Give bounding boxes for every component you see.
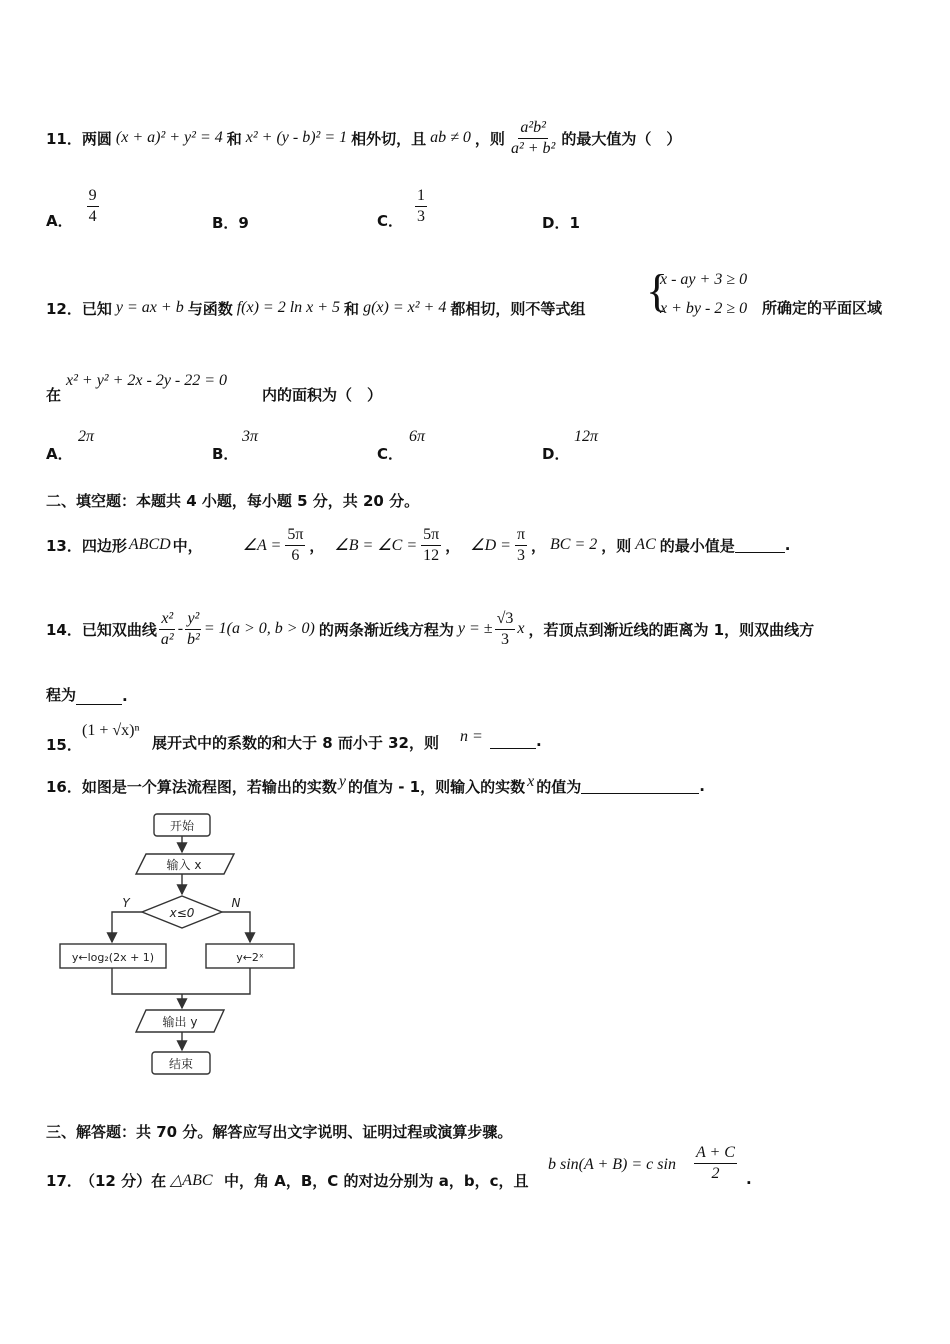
fraction-numerator: 5π	[421, 526, 441, 546]
question-text: ，若顶点到渐近线的距离为 1，则双曲线方	[528, 620, 815, 639]
option-a[interactable]	[46, 428, 206, 462]
option-d[interactable]: D．1	[542, 214, 580, 232]
option-c[interactable]	[377, 186, 427, 232]
option-d[interactable]	[542, 428, 702, 462]
fraction-denominator: b²	[187, 630, 200, 648]
fraction-numerator: a²b²	[518, 119, 548, 139]
option-label: C．	[377, 211, 404, 230]
input-label: 输入 x	[166, 858, 202, 872]
variable-y: y	[338, 773, 346, 790]
fraction-numerator: y²	[185, 610, 201, 630]
angle-b-c-value	[421, 526, 441, 565]
variable-n: n =	[460, 728, 483, 745]
question-11	[46, 108, 681, 168]
function-f: f(x) = 2 ln x + 5	[236, 299, 341, 316]
angle-d-value	[515, 526, 527, 565]
fraction-numerator: π	[515, 526, 527, 546]
question-text: （12 分）在	[80, 1172, 167, 1190]
question-number: 12．	[46, 299, 82, 318]
question-number: 13．	[46, 536, 82, 555]
period: .	[122, 687, 128, 705]
option-label: B．	[212, 445, 239, 463]
question-text: 内的面积为（ ）	[262, 386, 383, 404]
option-a[interactable]	[46, 186, 99, 232]
start-label: 开始	[169, 819, 195, 833]
question-number: 11．	[46, 129, 82, 148]
fraction-denominator: 6	[291, 546, 300, 564]
side-bc: BC = 2	[550, 536, 598, 553]
question-13	[46, 514, 790, 576]
question-text: 所确定的平面区域	[762, 299, 883, 317]
answer-blank[interactable]	[76, 690, 122, 705]
question-text: 和	[226, 129, 242, 148]
question-text: 的值为 - 1，则输入的实数	[348, 777, 526, 796]
option-b[interactable]: B．9	[212, 214, 249, 232]
hyperbola-term-x	[159, 610, 176, 649]
option-c[interactable]	[377, 428, 537, 462]
question-text: 的最小值是	[659, 536, 735, 555]
question-text: ，则	[601, 536, 632, 555]
binomial-expression: (1 + √x)ⁿ	[82, 722, 140, 739]
target-fraction	[509, 119, 557, 158]
question-text: 如图是一个算法流程图，若输出的实数	[81, 777, 337, 796]
option-fraction	[87, 187, 99, 226]
separator: ，	[309, 536, 325, 555]
separator: ，	[531, 536, 547, 555]
fraction-denominator: 3	[500, 630, 509, 648]
circle-equation-1: (x + a)² + y² = 4	[115, 129, 223, 146]
section-heading: 三、解答题：共 70 分。解答应写出文字说明、证明过程或演算步骤。	[46, 1123, 513, 1141]
question-text: 与函数	[187, 299, 233, 318]
option-label: C．	[377, 445, 404, 463]
quadrilateral-name: ABCD	[128, 536, 171, 553]
question-14-line-2	[46, 684, 128, 705]
variable-x: x	[527, 773, 535, 790]
fraction-denominator: 2	[711, 1165, 720, 1182]
option-value: 2π	[78, 428, 95, 445]
right-process-label: y←2ˣ	[236, 951, 264, 964]
end-label: 结束	[168, 1057, 194, 1071]
fraction-denominator: a²	[160, 630, 174, 648]
question-text: 展开式中的系数的和大于 8 而小于 32，则	[152, 734, 439, 752]
system-brace: {	[646, 265, 669, 316]
option-label: A．	[46, 211, 73, 230]
left-process-label: y←log₂(2x + 1)	[71, 951, 155, 964]
yes-label: Y	[122, 896, 130, 910]
period: .	[699, 777, 705, 795]
diagonal-ac: AC	[635, 536, 656, 553]
circle-equation: x² + y² + 2x - 2y - 22 = 0	[66, 372, 228, 389]
question-text: 两圆	[81, 129, 112, 148]
question-text: 都相切，则不等式组	[450, 299, 586, 318]
question-number: 15．	[46, 736, 82, 754]
question-text: 已知	[81, 299, 112, 318]
fraction-numerator: 1	[415, 187, 427, 207]
inequality-2: x + by - 2 ≥ 0	[660, 300, 748, 317]
fraction-denominator: 3	[516, 546, 525, 564]
question-12-line-1	[46, 294, 585, 322]
output-label: 输出 y	[162, 1015, 198, 1029]
fraction-denominator: 3	[417, 207, 426, 225]
question-text: 的值为	[536, 777, 582, 796]
fraction-denominator: 4	[88, 207, 97, 225]
option-fraction	[415, 187, 427, 226]
asymptote-equation: y = ±	[457, 620, 493, 637]
asymptote-slope	[495, 610, 516, 649]
option-label: D．	[542, 445, 570, 463]
fraction-numerator: 5π	[285, 526, 305, 546]
half-angle-fraction	[694, 1144, 737, 1183]
hyperbola-term-y	[185, 610, 202, 649]
function-g: g(x) = x² + 4	[363, 299, 447, 316]
fraction-denominator: a² + b²	[510, 139, 556, 157]
answer-blank[interactable]	[490, 734, 536, 749]
option-value: 3π	[242, 428, 259, 445]
angle-a: ∠A =	[242, 537, 282, 554]
question-text: 四边形	[81, 536, 127, 555]
line-equation: y = ax + b	[115, 299, 184, 316]
option-label: A．	[46, 445, 73, 463]
equation: b sin(A + B) = c sin	[548, 1156, 676, 1173]
hyperbola-condition: = 1(a > 0, b > 0)	[203, 620, 315, 637]
condition-label: x≤0	[169, 906, 195, 920]
variable-x: x	[517, 620, 525, 637]
section-heading: 二、填空题：本题共 4 小题，每小题 5 分，共 20 分。	[46, 492, 420, 510]
question-16	[46, 772, 705, 800]
option-value: 12π	[574, 428, 599, 445]
question-text: 在	[46, 386, 62, 404]
circle-equation-2: x² + (y - b)² = 1	[245, 129, 348, 146]
separator: ，	[445, 536, 461, 555]
question-text: 中，	[172, 536, 203, 555]
condition: ab ≠ 0	[430, 129, 471, 146]
fraction-numerator: √3	[495, 610, 516, 630]
question-14-line-1	[46, 598, 814, 660]
question-text: 的最大值为（ ）	[561, 129, 682, 148]
period: .	[784, 536, 791, 554]
fraction-numerator: 9	[87, 187, 99, 207]
question-number: 17．	[46, 1172, 82, 1190]
period: .	[746, 1170, 752, 1188]
question-text: ，则	[474, 129, 505, 148]
no-label: N	[231, 896, 241, 910]
fraction-denominator: 12	[423, 546, 440, 564]
question-text: 相外切，且	[351, 129, 427, 148]
period: .	[536, 732, 542, 750]
question-text: 和	[344, 299, 360, 318]
question-text: 的两条渐近线方程为	[318, 620, 454, 639]
question-text: 程为	[46, 686, 77, 704]
question-text: 已知双曲线	[81, 620, 157, 639]
fraction-numerator: x²	[159, 610, 175, 630]
angle-b-c: ∠B = ∠C =	[334, 537, 418, 554]
inequality-1: x - ay + 3 ≥ 0	[660, 271, 748, 288]
option-value: 6π	[409, 428, 426, 445]
question-number: 14．	[46, 620, 82, 639]
fraction-numerator: A + C	[694, 1144, 737, 1164]
angle-a-value	[285, 526, 305, 565]
answer-blank[interactable]	[735, 538, 785, 553]
angle-d: ∠D =	[470, 537, 511, 554]
answer-blank[interactable]	[581, 779, 699, 794]
option-b[interactable]	[212, 428, 372, 462]
question-number: 16．	[46, 777, 82, 796]
triangle-name: △ABC	[170, 1172, 213, 1189]
minus-sign: -	[177, 620, 184, 637]
question-text: 中，角 A，B，C 的对边分别为 a，b，c，且	[224, 1172, 529, 1190]
flowchart	[58, 810, 308, 1080]
